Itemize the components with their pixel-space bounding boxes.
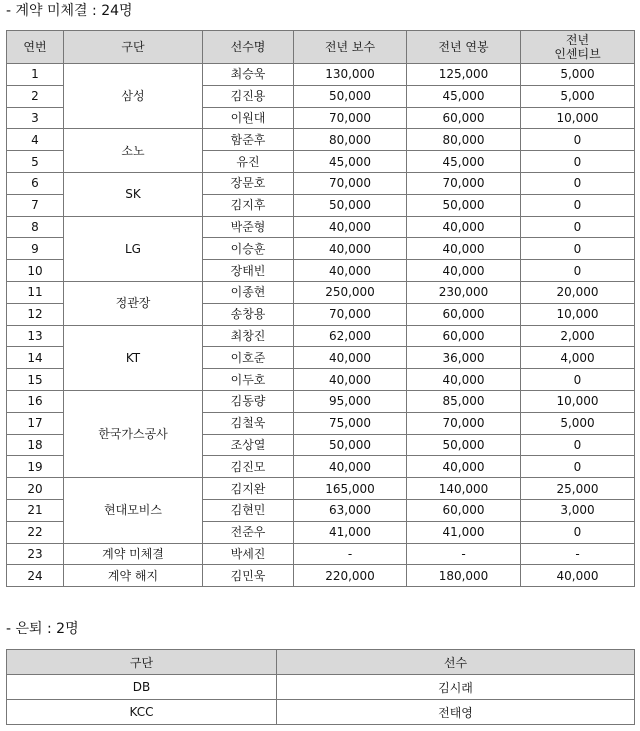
cell-team: KCC: [7, 700, 277, 725]
cell-prev-salary: 80,000: [407, 129, 521, 151]
cell-prev-salary: 60,000: [407, 499, 521, 521]
cell-prev-salary: 50,000: [407, 194, 521, 216]
cell-prev-pay: 40,000: [294, 347, 407, 369]
cell-prev-salary: 50,000: [407, 434, 521, 456]
cell-no: 24: [7, 565, 64, 587]
header-player: 선수: [277, 650, 635, 675]
cell-no: 1: [7, 64, 64, 86]
cell-prev-pay: 40,000: [294, 260, 407, 282]
cell-prev-salary: 125,000: [407, 64, 521, 86]
cell-prev-pay: 130,000: [294, 64, 407, 86]
cell-player: 김시래: [277, 675, 635, 700]
cell-prev-salary: 45,000: [407, 151, 521, 173]
cell-no: 13: [7, 325, 64, 347]
table-row: [7, 543, 635, 565]
cell-player: 장태빈: [203, 260, 294, 282]
cell-player: 유진: [203, 151, 294, 173]
cell-no: 17: [7, 412, 64, 434]
cell-team: 계약 미체결: [64, 543, 203, 565]
cell-prev-salary: 40,000: [407, 216, 521, 238]
cell-prev-salary: -: [407, 543, 521, 565]
cell-prev-pay: 80,000: [294, 129, 407, 151]
cell-prev-pay: 62,000: [294, 325, 407, 347]
table-header-row: [7, 650, 635, 675]
cell-player: 김진용: [203, 85, 294, 107]
cell-player: 김철욱: [203, 412, 294, 434]
cell-prev-pay: 95,000: [294, 390, 407, 412]
cell-prev-pay: 50,000: [294, 434, 407, 456]
cell-prev-pay: 40,000: [294, 238, 407, 260]
cell-prev-incentive: 0: [521, 216, 635, 238]
cell-player: 최승욱: [203, 64, 294, 86]
cell-no: 7: [7, 194, 64, 216]
cell-player: 김지후: [203, 194, 294, 216]
cell-no: 21: [7, 499, 64, 521]
cell-no: 14: [7, 347, 64, 369]
cell-prev-incentive: 2,000: [521, 325, 635, 347]
cell-prev-pay: 250,000: [294, 281, 407, 303]
cell-prev-salary: 60,000: [407, 107, 521, 129]
header-team: 구단: [7, 650, 277, 675]
cell-prev-incentive: -: [521, 543, 635, 565]
cell-prev-salary: 60,000: [407, 303, 521, 325]
cell-no: 15: [7, 369, 64, 391]
table-row: [7, 172, 635, 194]
cell-player: 김진모: [203, 456, 294, 478]
cell-player: 박세진: [203, 543, 294, 565]
cell-no: 18: [7, 434, 64, 456]
cell-prev-incentive: 5,000: [521, 412, 635, 434]
cell-player: 송창용: [203, 303, 294, 325]
cell-prev-incentive: 3,000: [521, 499, 635, 521]
cell-prev-pay: 41,000: [294, 521, 407, 543]
cell-player: 김동량: [203, 390, 294, 412]
cell-player: 김민욱: [203, 565, 294, 587]
cell-prev-incentive: 0: [521, 238, 635, 260]
cell-player: 최창진: [203, 325, 294, 347]
cell-no: 19: [7, 456, 64, 478]
table-row: [7, 64, 635, 86]
cell-prev-pay: 50,000: [294, 194, 407, 216]
cell-prev-salary: 85,000: [407, 390, 521, 412]
table-row: [7, 325, 635, 347]
cell-prev-salary: 230,000: [407, 281, 521, 303]
cell-player: 이종현: [203, 281, 294, 303]
cell-prev-incentive: 0: [521, 129, 635, 151]
table-row: [7, 216, 635, 238]
cell-prev-salary: 70,000: [407, 412, 521, 434]
cell-prev-salary: 180,000: [407, 565, 521, 587]
cell-prev-pay: 63,000: [294, 499, 407, 521]
cell-no: 5: [7, 151, 64, 173]
cell-prev-pay: 75,000: [294, 412, 407, 434]
cell-prev-incentive: 20,000: [521, 281, 635, 303]
cell-player: 전태영: [277, 700, 635, 725]
cell-player: 조상열: [203, 434, 294, 456]
cell-prev-salary: 45,000: [407, 85, 521, 107]
cell-no: 10: [7, 260, 64, 282]
cell-prev-salary: 140,000: [407, 478, 521, 500]
cell-player: 이호준: [203, 347, 294, 369]
cell-prev-pay: 70,000: [294, 303, 407, 325]
cell-prev-incentive: 0: [521, 369, 635, 391]
cell-team: DB: [7, 675, 277, 700]
cell-prev-incentive: 10,000: [521, 303, 635, 325]
cell-prev-incentive: 10,000: [521, 107, 635, 129]
cell-prev-pay: 70,000: [294, 107, 407, 129]
cell-no: 23: [7, 543, 64, 565]
cell-team: 계약 해지: [64, 565, 203, 587]
table-row: [7, 478, 635, 500]
cell-prev-salary: 36,000: [407, 347, 521, 369]
cell-prev-incentive: 5,000: [521, 85, 635, 107]
cell-player: 김지완: [203, 478, 294, 500]
cell-prev-incentive: 10,000: [521, 390, 635, 412]
cell-prev-pay: 40,000: [294, 369, 407, 391]
cell-player: 이승훈: [203, 238, 294, 260]
cell-no: 9: [7, 238, 64, 260]
cell-team: 삼성: [64, 64, 203, 129]
cell-prev-pay: 50,000: [294, 85, 407, 107]
header-prev-incentive-line2: 인센티브: [554, 47, 601, 61]
cell-player: 박준형: [203, 216, 294, 238]
cell-prev-pay: 40,000: [294, 216, 407, 238]
header-player: 선수명: [203, 31, 294, 64]
cell-prev-salary: 40,000: [407, 238, 521, 260]
header-prev-pay: 전년 보수: [294, 31, 407, 64]
retired-players-table: [6, 649, 635, 725]
header-prev-incentive-line1: 전년: [565, 33, 590, 47]
cell-prev-pay: 70,000: [294, 172, 407, 194]
cell-prev-incentive: 0: [521, 151, 635, 173]
cell-prev-incentive: 0: [521, 434, 635, 456]
contract-section-title: - 계약 미체결 : 24명: [6, 3, 133, 19]
cell-prev-incentive: 25,000: [521, 478, 635, 500]
cell-team: 소노: [64, 129, 203, 173]
cell-no: 20: [7, 478, 64, 500]
cell-prev-incentive: 40,000: [521, 565, 635, 587]
cell-team: LG: [64, 216, 203, 281]
cell-player: 김현민: [203, 499, 294, 521]
cell-player: 이두호: [203, 369, 294, 391]
cell-no: 11: [7, 281, 64, 303]
cell-prev-pay: 40,000: [294, 456, 407, 478]
table-row: [7, 281, 635, 303]
table-row: [7, 565, 635, 587]
cell-player: 이원대: [203, 107, 294, 129]
retire-section-title: - 은퇴 : 2명: [6, 621, 79, 637]
cell-prev-pay: -: [294, 543, 407, 565]
cell-prev-incentive: 0: [521, 260, 635, 282]
cell-prev-salary: 41,000: [407, 521, 521, 543]
cell-player: 전준우: [203, 521, 294, 543]
table-row: [7, 390, 635, 412]
cell-prev-incentive: 0: [521, 456, 635, 478]
cell-team: SK: [64, 172, 203, 216]
cell-prev-salary: 40,000: [407, 260, 521, 282]
unsigned-contracts-table: [6, 30, 635, 587]
cell-prev-incentive: 0: [521, 172, 635, 194]
table-row: [7, 129, 635, 151]
cell-no: 12: [7, 303, 64, 325]
cell-no: 6: [7, 172, 64, 194]
cell-prev-incentive: 5,000: [521, 64, 635, 86]
cell-prev-pay: 220,000: [294, 565, 407, 587]
cell-team: KT: [64, 325, 203, 390]
cell-prev-pay: 165,000: [294, 478, 407, 500]
header-prev-salary: 전년 연봉: [407, 31, 521, 64]
cell-no: 8: [7, 216, 64, 238]
cell-prev-salary: 70,000: [407, 172, 521, 194]
cell-prev-salary: 40,000: [407, 369, 521, 391]
cell-prev-incentive: 0: [521, 521, 635, 543]
cell-no: 2: [7, 85, 64, 107]
header-team: 구단: [64, 31, 203, 64]
cell-no: 22: [7, 521, 64, 543]
header-no: 연번: [7, 31, 64, 64]
cell-prev-incentive: 4,000: [521, 347, 635, 369]
cell-player: 함준후: [203, 129, 294, 151]
cell-no: 16: [7, 390, 64, 412]
cell-prev-salary: 60,000: [407, 325, 521, 347]
table-row: [7, 675, 635, 700]
cell-prev-pay: 45,000: [294, 151, 407, 173]
cell-team: 정관장: [64, 281, 203, 325]
cell-player: 장문호: [203, 172, 294, 194]
table-header-row: [7, 31, 635, 64]
table-row: [7, 700, 635, 725]
cell-team: 한국가스공사: [64, 390, 203, 477]
cell-no: 3: [7, 107, 64, 129]
cell-team: 현대모비스: [64, 478, 203, 543]
cell-prev-incentive: 0: [521, 194, 635, 216]
cell-no: 4: [7, 129, 64, 151]
cell-prev-salary: 40,000: [407, 456, 521, 478]
header-prev-incentive: [521, 31, 635, 64]
